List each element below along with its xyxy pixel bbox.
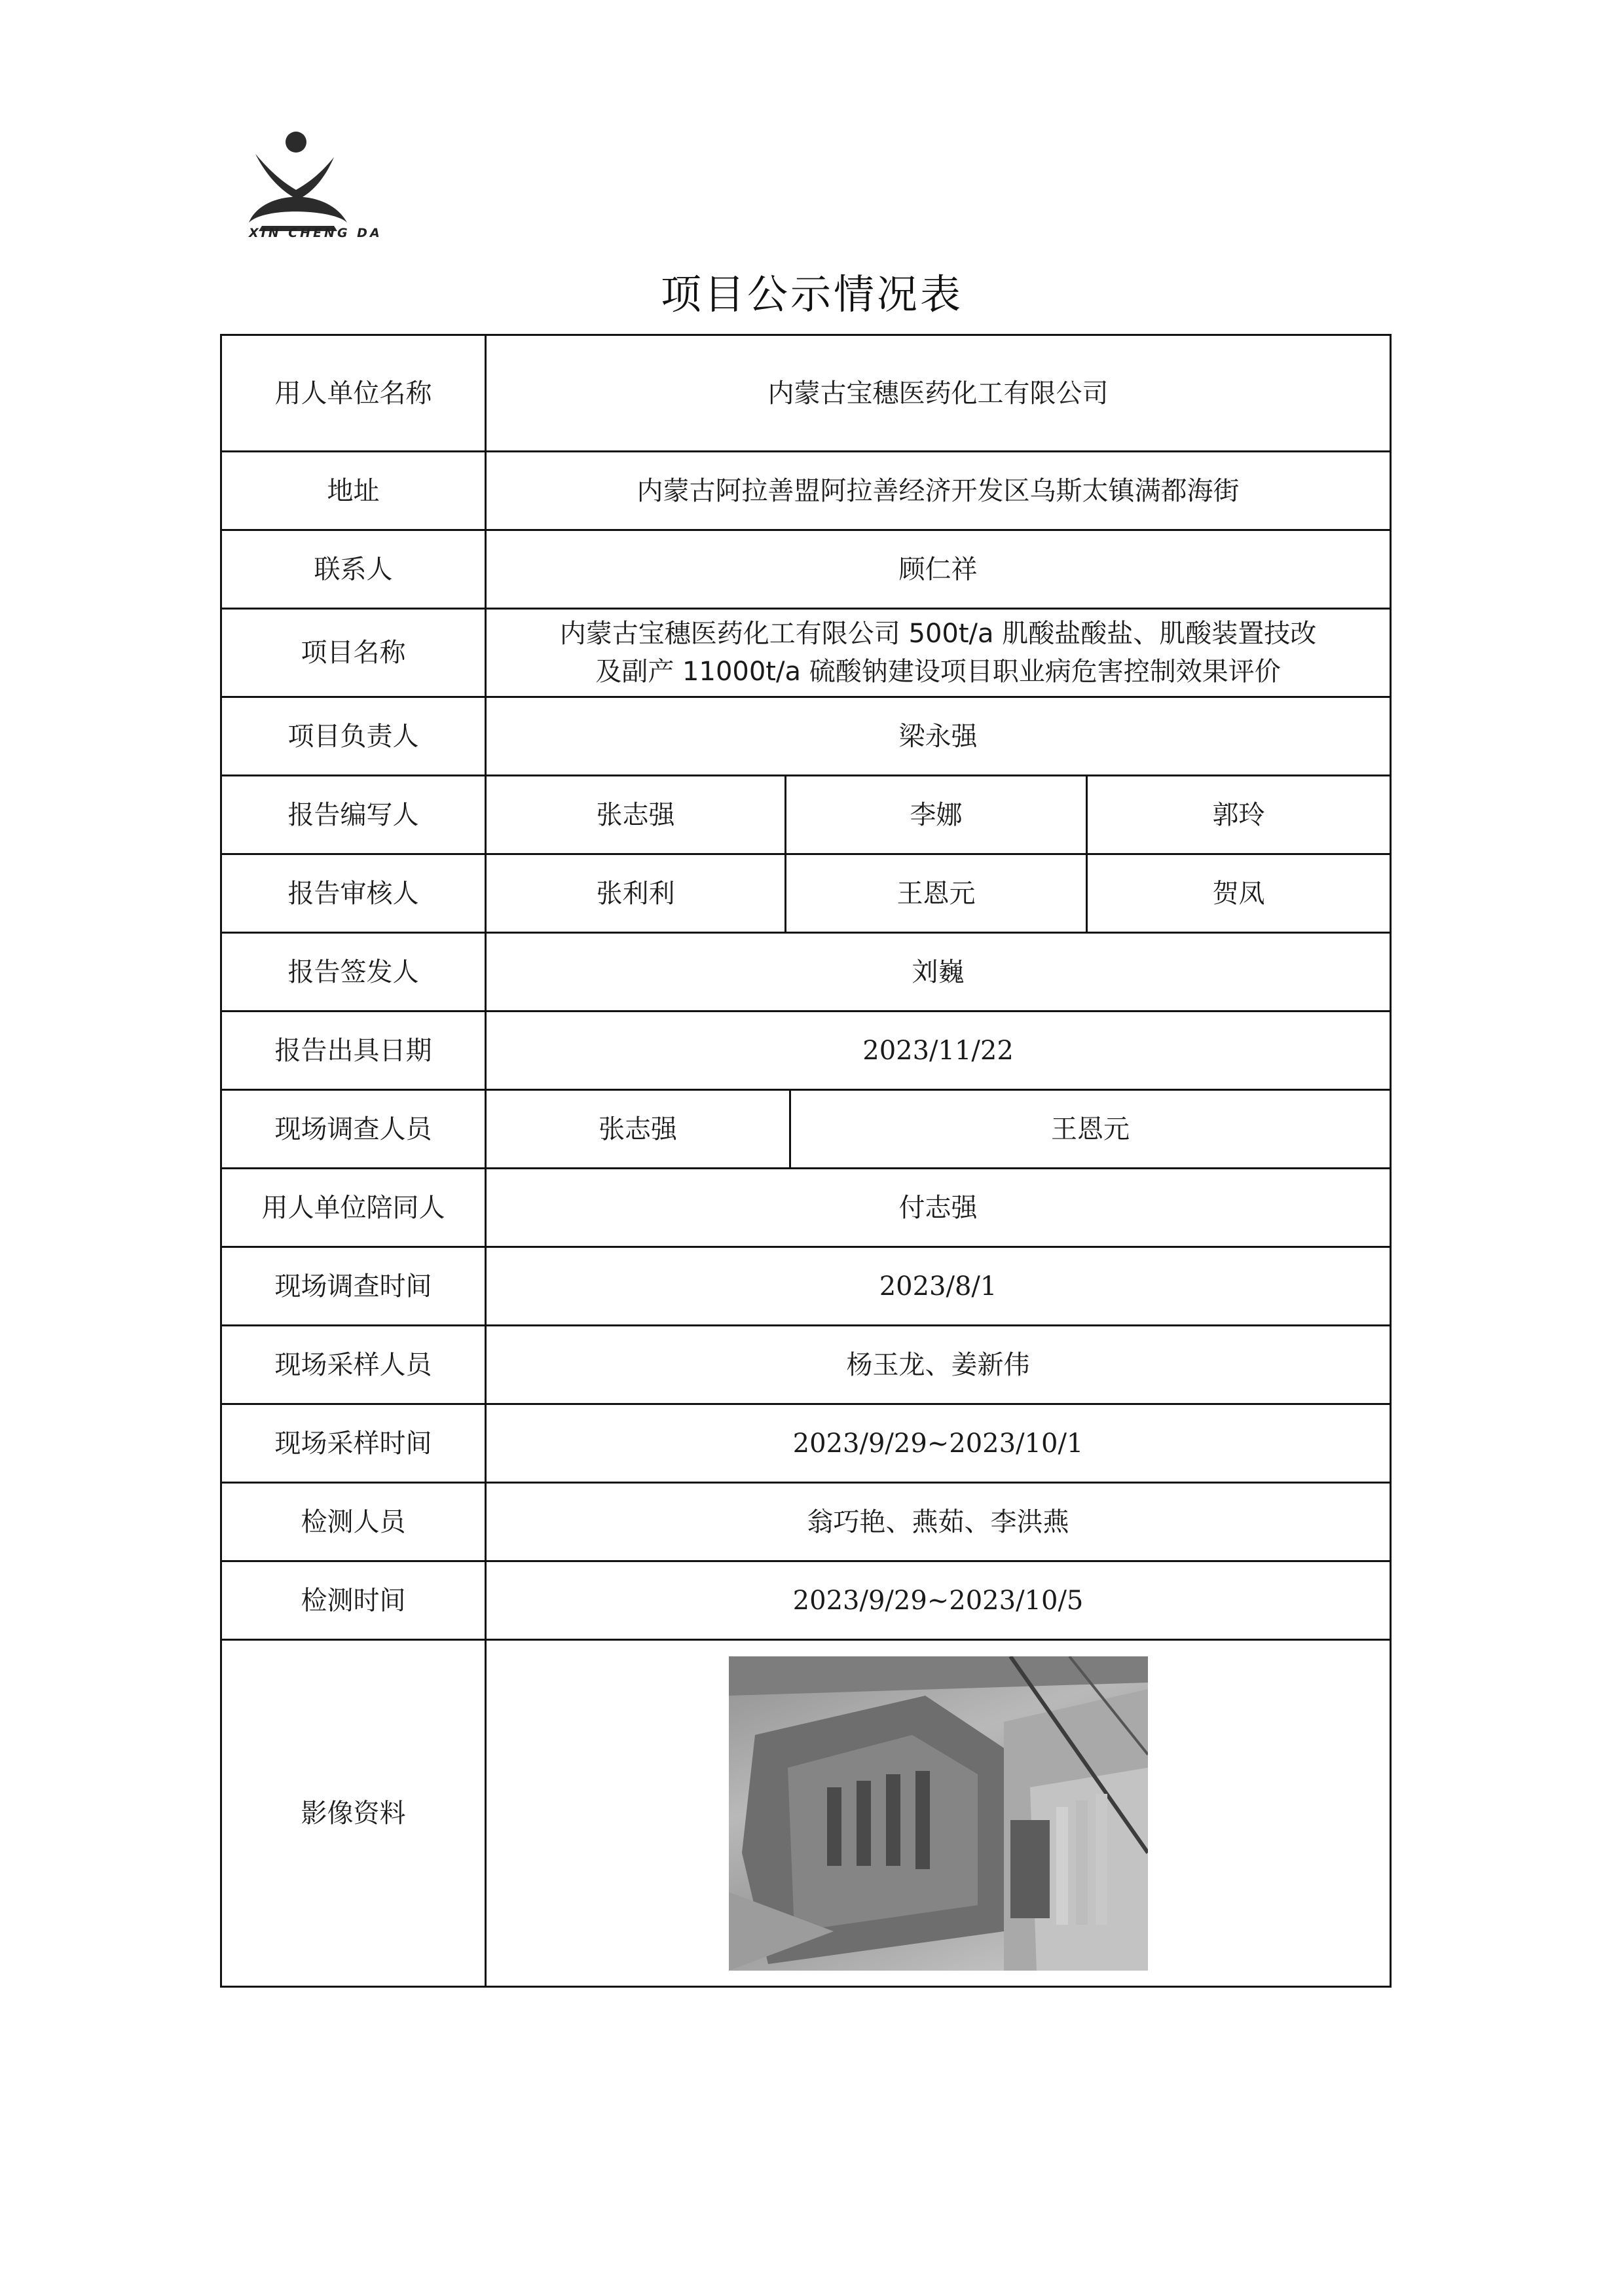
table-row [221,335,1391,452]
table-row [221,933,1391,1011]
employer-label: 用人单位名称 [221,335,486,452]
contact-label: 联系人 [221,530,486,609]
site-photo-image [729,1656,1148,1971]
reviewer-3: 贺凤 [1087,854,1391,933]
reviewer-1: 张利利 [486,854,786,933]
table-row [221,1247,1391,1326]
issue-date-value: 2023/11/22 [486,1011,1391,1090]
table-row [221,1483,1391,1561]
companion-value: 付志强 [486,1169,1391,1247]
table-row [221,854,1391,933]
table-row [221,1561,1391,1640]
images-label: 影像资料 [221,1640,486,1987]
project-name-line-2: 及副产 11000t/a 硫酸钠建设项目职业病危害控制效果评价 [595,657,1281,687]
survey-staff-label: 现场调查人员 [221,1090,486,1169]
table-row [221,1640,1391,1987]
table-row [221,530,1391,609]
project-lead-label: 项目负责人 [221,697,486,776]
testers-label: 检测人员 [221,1483,486,1561]
sampling-time-label: 现场采样时间 [221,1404,486,1483]
table-row [221,1090,1391,1169]
reviewers-label: 报告审核人 [221,854,486,933]
site-photo [729,1656,1148,1971]
table-row [221,1404,1391,1483]
project-name-label: 项目名称 [221,609,486,697]
project-name-value [486,609,1391,697]
address-value: 内蒙古阿拉善盟阿拉善经济开发区乌斯太镇满都海街 [486,452,1391,530]
table-row [221,697,1391,776]
images-cell [486,1640,1391,1987]
sampling-staff-value: 杨玉龙、姜新伟 [486,1326,1391,1404]
issuer-label: 报告签发人 [221,933,486,1011]
project-name-line-1: 内蒙古宝穗医药化工有限公司 500t/a 肌酸盐酸盐、肌酸装置技改 [559,619,1317,649]
survey-time-value: 2023/8/1 [486,1247,1391,1326]
table-row [221,1326,1391,1404]
author-1: 张志强 [486,776,786,854]
authors-label: 报告编写人 [221,776,486,854]
test-time-value: 2023/9/29~2023/10/5 [486,1561,1391,1640]
testers-value: 翁巧艳、燕茹、李洪燕 [486,1483,1391,1561]
issuer-value: 刘巍 [486,933,1391,1011]
address-label: 地址 [221,452,486,530]
test-time-label: 检测时间 [221,1561,486,1640]
survey-time-label: 现场调查时间 [221,1247,486,1326]
table-row [221,452,1391,530]
table-row [221,609,1391,697]
survey-staff-1: 张志强 [486,1090,790,1169]
author-2: 李娜 [786,776,1087,854]
issue-date-label: 报告出具日期 [221,1011,486,1090]
logo-text: XIN CHENG DA [249,226,382,240]
project-lead-value: 梁永强 [486,697,1391,776]
survey-staff-2: 王恩元 [790,1090,1391,1169]
sampling-staff-label: 现场采样人员 [221,1326,486,1404]
sampling-time-value: 2023/9/29~2023/10/1 [486,1404,1391,1483]
employer-value: 内蒙古宝穗医药化工有限公司 [486,335,1391,452]
page-title: 项目公示情况表 [660,270,963,318]
table-row [221,776,1391,854]
companion-label: 用人单位陪同人 [221,1169,486,1247]
reviewer-2: 王恩元 [786,854,1087,933]
table-row [221,1011,1391,1090]
contact-value: 顾仁祥 [486,530,1391,609]
table-row [221,1169,1391,1247]
project-info-table [220,334,1392,1988]
author-3: 郭玲 [1087,776,1391,854]
